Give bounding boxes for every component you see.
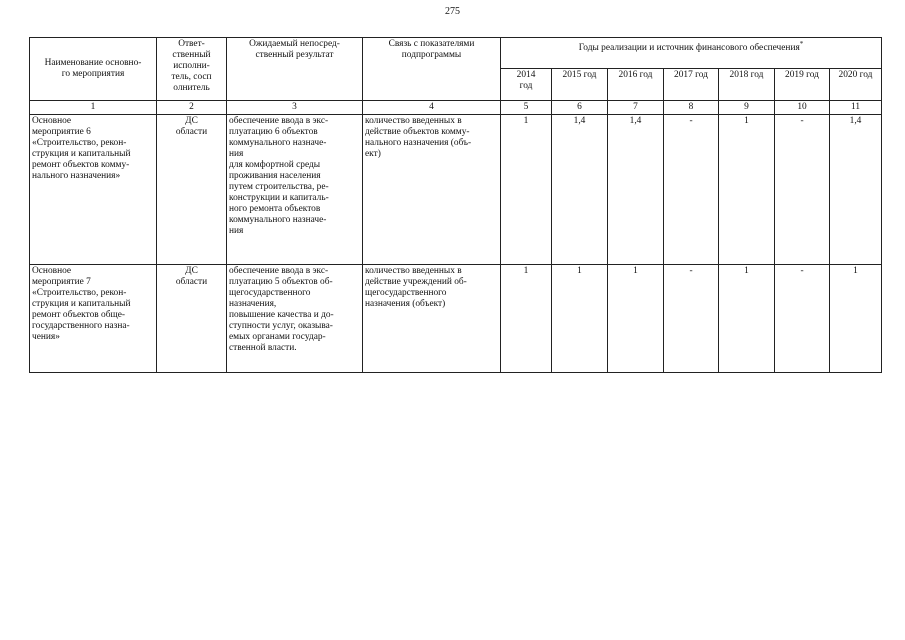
table-row	[30, 265, 882, 373]
activity-executor: ДС области	[157, 265, 227, 373]
header-year-2017: 2017 год	[664, 69, 719, 101]
header-expected-result: Ожидаемый непосред- ственный результат	[227, 38, 363, 101]
value-2018: 1	[719, 265, 775, 373]
activity-indicator-link: количество введенных в действие учреждений об- щегосударственного назначения (объект)	[363, 265, 501, 373]
activities-table	[29, 37, 882, 373]
activity-result: обеспечение ввода в экс- плуатацию 5 объектов об- щегосударственного назначения, повышение качества и до- ступности услуг, оказыва- емых органами государ- ственной власти.	[227, 265, 363, 373]
column-number: 10	[775, 101, 830, 115]
value-2020: 1	[830, 265, 882, 373]
column-numbers-row	[30, 101, 882, 115]
column-number: 7	[608, 101, 664, 115]
header-row	[30, 38, 882, 69]
column-number: 5	[501, 101, 552, 115]
header-indicator-link: Связь с показателями подпрограммы	[363, 38, 501, 101]
column-number: 4	[363, 101, 501, 115]
header-executor: Ответ- ственный исполни- тель, сосп олнитель	[157, 38, 227, 101]
column-number: 2	[157, 101, 227, 115]
value-2016: 1	[608, 265, 664, 373]
activity-executor: ДС области	[157, 115, 227, 265]
value-2018: 1	[719, 115, 775, 265]
header-year-2018: 2018 год	[719, 69, 775, 101]
value-2017: -	[664, 115, 719, 265]
activity-name: Основное мероприятие 6 «Строительство, рекон- струкция и капитальный ремонт объектов комму- нального назначения»	[30, 115, 157, 265]
header-year-2019: 2019 год	[775, 69, 830, 101]
column-number: 11	[830, 101, 882, 115]
header-year-2014: 2014 год	[501, 69, 552, 101]
activity-result: обеспечение ввода в экс- плуатацию 6 объектов коммунального назначе- ния для комфортной среды проживания населения путем строительства, ре- конструкции и капиталь- ного ремонта объектов коммунального назначе- ния	[227, 115, 363, 265]
header-year-2020: 2020 год	[830, 69, 882, 101]
value-2016: 1,4	[608, 115, 664, 265]
value-2019: -	[775, 265, 830, 373]
table-row	[30, 115, 882, 265]
value-2014: 1	[501, 115, 552, 265]
page-number: 275	[445, 6, 460, 17]
value-2015: 1	[552, 265, 608, 373]
column-number: 3	[227, 101, 363, 115]
column-number: 9	[719, 101, 775, 115]
header-year-2015: 2015 год	[552, 69, 608, 101]
column-number: 1	[30, 101, 157, 115]
value-2015: 1,4	[552, 115, 608, 265]
header-years-footnote-mark: *	[799, 40, 804, 48]
activity-name: Основное мероприятие 7 «Строительство, рекон- струкция и капитальный ремонт объектов обще- государственного назна- чения»	[30, 265, 157, 373]
header-year-2016: 2016 год	[608, 69, 664, 101]
value-2014: 1	[501, 265, 552, 373]
header-years-group	[501, 38, 882, 69]
column-number: 8	[664, 101, 719, 115]
header-activity-name: Наименование основно- го мероприятия	[30, 38, 157, 101]
activity-indicator-link: количество введенных в действие объектов комму- нального назначения (объ- ект)	[363, 115, 501, 265]
value-2020: 1,4	[830, 115, 882, 265]
value-2017: -	[664, 265, 719, 373]
column-number: 6	[552, 101, 608, 115]
value-2019: -	[775, 115, 830, 265]
header-years-group-label: Годы реализации и источник финансового обеспечения	[578, 43, 800, 54]
